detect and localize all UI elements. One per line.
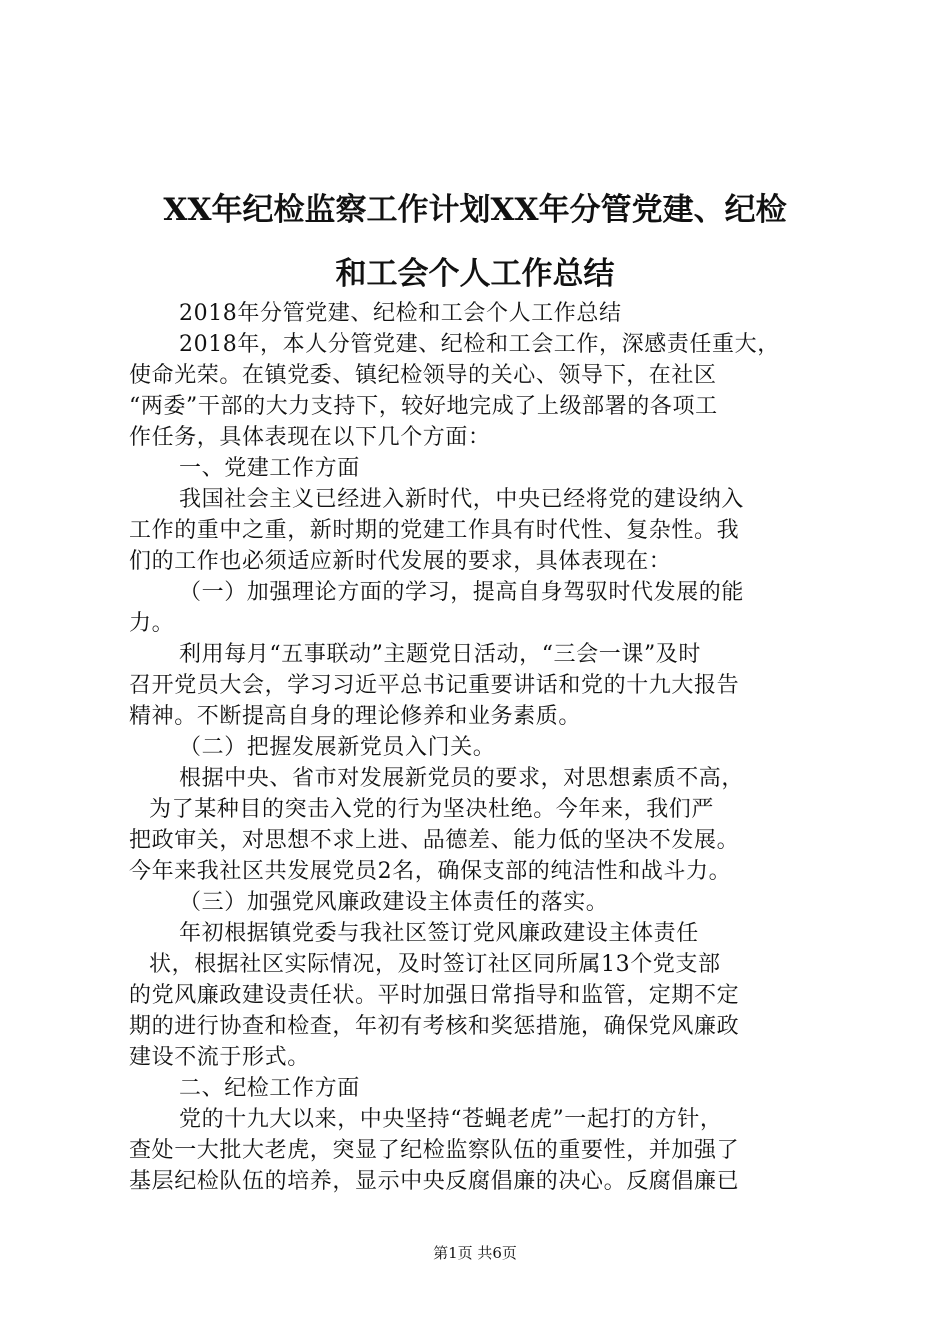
body-line: 查处一大批大老虎，突显了纪检监察队伍的重要性，并加强了 (129, 1138, 740, 1163)
subsection-heading: （一）加强理论方面的学习，提高自身驾驭时代发展的能 (179, 580, 745, 605)
body-line: 力。 (129, 611, 175, 636)
body-line: 的党风廉政建设责任状。平时加强日常指导和监管，定期不定 (129, 983, 740, 1008)
body-line: 召开党员大会，学习习近平总书记重要讲话和党的十九大报告 (129, 673, 740, 698)
body-line: 把政审关，对思想不求上进、品德差、能力低的坚决不发展。 (129, 828, 740, 853)
body-line: 党的十九大以来，中央坚持“苍蝇老虎”一起打的方针， (179, 1107, 723, 1132)
body-line: 利用每月“五事联动”主题党日活动，“三会一课”及时 (179, 642, 701, 667)
body-line: 状，根据社区实际情况，及时签订社区同所属13个党支部 (149, 952, 721, 977)
body-line: 作任务，具体表现在以下几个方面： (129, 425, 491, 450)
document-body (129, 298, 834, 1197)
document-title-line-1: XX年纪检监察工作计划XX年分管党建、纪检 (163, 192, 787, 228)
body-line: 基层纪检队伍的培养，显示中央反腐倡廉的决心。反腐倡廉已 (129, 1169, 740, 1194)
body-line: 精神。不断提高自身的理论修养和业务素质。 (129, 704, 582, 729)
section-heading: 一、党建工作方面 (179, 456, 360, 481)
body-line: 工作的重中之重，新时期的党建工作具有时代性、复杂性。我 (129, 518, 740, 543)
body-line: 为了某种目的突击入党的行为坚决杜绝。今年来，我们严 (149, 797, 715, 822)
body-line: 建设不流于形式。 (129, 1045, 310, 1070)
section-heading: 二、纪检工作方面 (179, 1076, 360, 1101)
body-line: 2018年，本人分管党建、纪检和工会工作，深感责任重大， (179, 332, 780, 357)
body-line: 期的进行协查和检查，年初有考核和奖惩措施，确保党风廉政 (129, 1014, 740, 1039)
body-line: 今年来我社区共发展党员2名，确保支部的纯洁性和战斗力。 (129, 859, 732, 884)
document-title-line-2: 和工会个人工作总结 (335, 256, 615, 292)
subsection-heading: （三）加强党风廉政建设主体责任的落实。 (179, 890, 609, 915)
body-line: 使命光荣。在镇党委、镇纪检领导的关心、领导下，在社区 (129, 363, 717, 388)
page-number-footer: 第1页 共6页 (433, 1244, 517, 1262)
body-line: 们的工作也必须适应新时代发展的要求，具体表现在： (129, 549, 672, 574)
subsection-heading: （二）把握发展新党员入门关。 (179, 735, 496, 760)
body-line: 年初根据镇党委与我社区签订党风廉政建设主体责任 (179, 921, 699, 946)
body-line: 我国社会主义已经进入新时代，中央已经将党的建设纳入 (179, 487, 745, 512)
body-line: “两委”干部的大力支持下，较好地完成了上级部署的各项工 (129, 394, 718, 419)
body-line: 根据中央、省市对发展新党员的要求，对思想素质不高， (179, 766, 745, 791)
body-line: 2018年分管党建、纪检和工会个人工作总结 (179, 301, 622, 326)
